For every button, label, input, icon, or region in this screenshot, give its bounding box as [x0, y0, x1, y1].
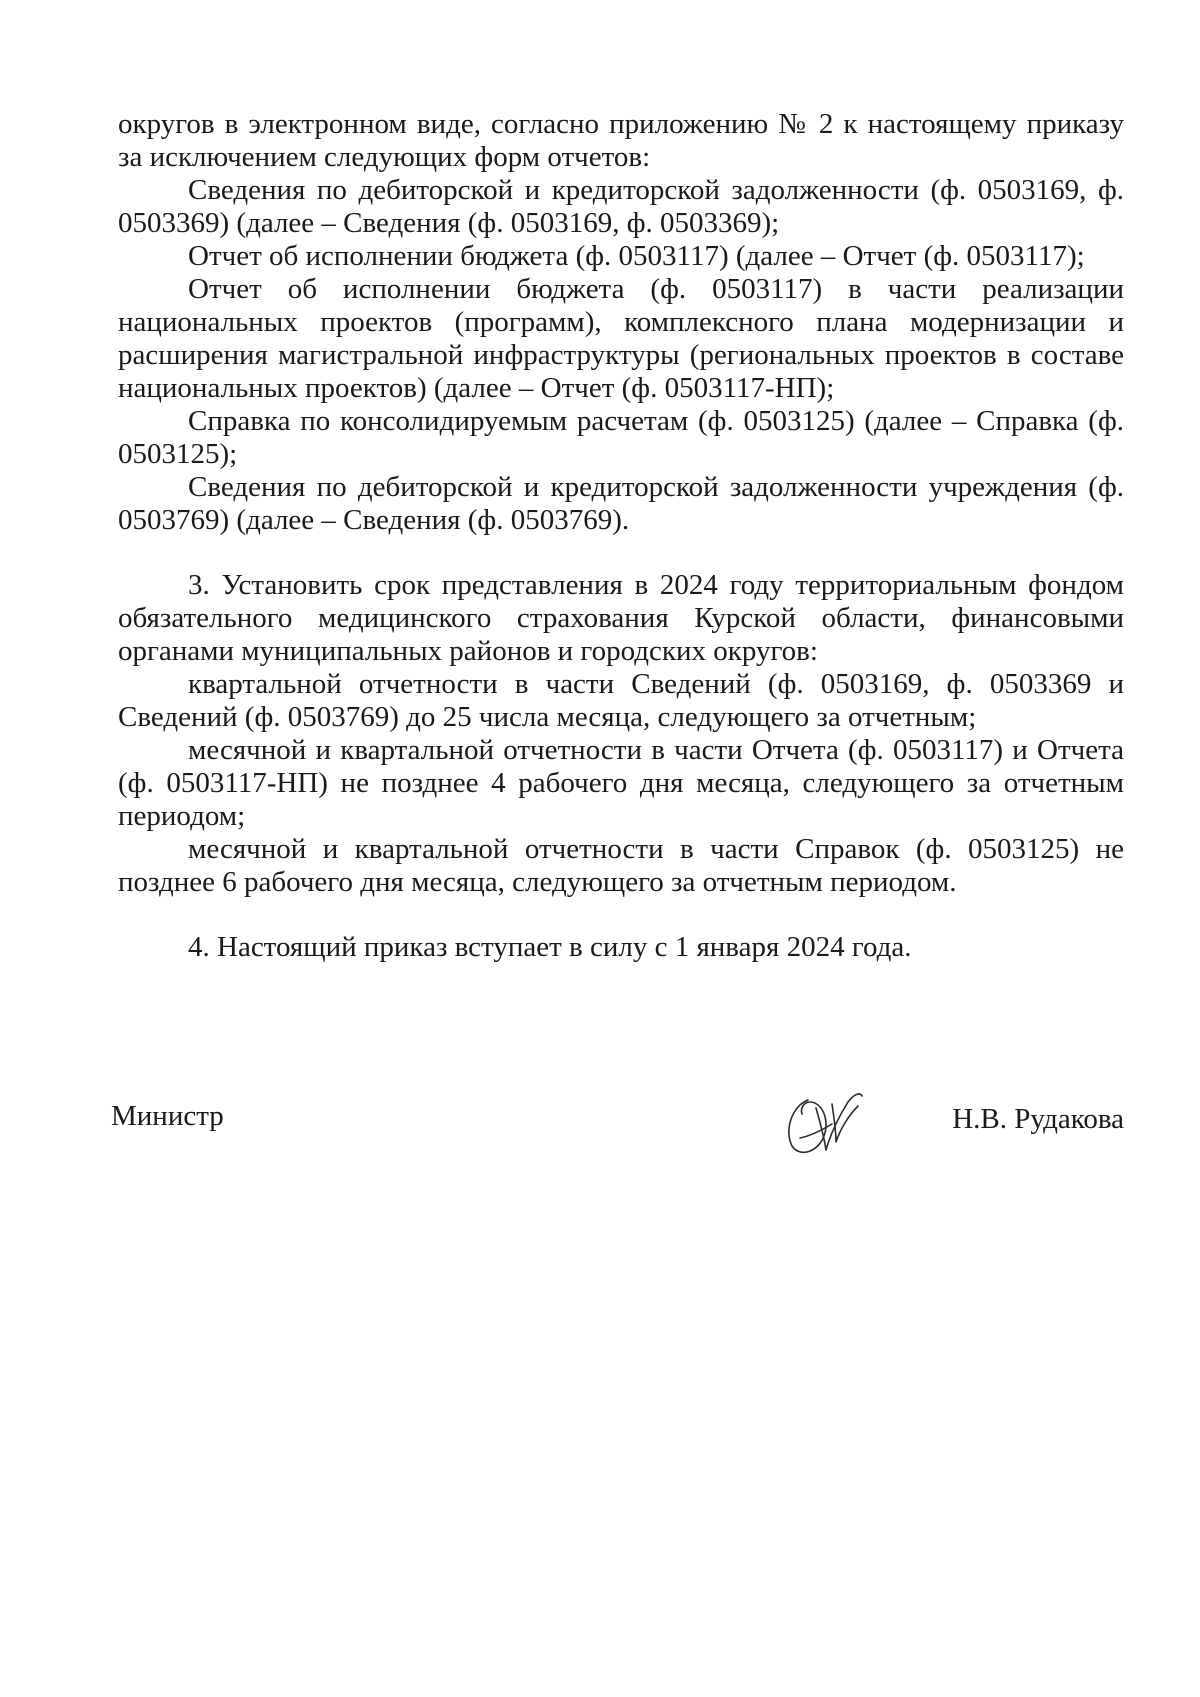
- paragraph-monthly-deadline: месячной и квартальной отчетности в части Отчета (ф. 0503117) и Отчета (ф. 0503117-НП) не позднее 4 рабочего дня месяца, следующего за отчетным периодом;: [118, 734, 1124, 832]
- signatory-title: Министр: [111, 1100, 224, 1132]
- signatory-name: Н.В. Рудакова: [952, 1103, 1124, 1135]
- paragraph-reference-deadline: месячной и квартальной отчетности в части Справок (ф. 0503125) не позднее 6 рабочего дня месяца, следующего за отчетным периодом.: [118, 833, 1124, 898]
- paragraph-report-form-0503169: Сведения по дебиторской и кредиторской задолженности (ф. 0503169, ф. 0503369) (далее – Сведения (ф. 0503169, ф. 0503369);: [118, 174, 1124, 239]
- paragraph-report-form-0503769: Сведения по дебиторской и кредиторской задолженности учреждения (ф. 0503769) (далее – Сведения (ф. 0503769).: [118, 471, 1124, 536]
- paragraph-item-4: 4. Настоящий приказ вступает в силу с 1 января 2024 года.: [188, 931, 912, 963]
- paragraph-continuation: округов в электронном виде, согласно приложению № 2 к настоящему приказу за исключением следующих форм отчетов:: [118, 108, 1124, 173]
- paragraph-report-form-0503117: Отчет об исполнении бюджета (ф. 0503117) (далее – Отчет (ф. 0503117);: [188, 240, 1085, 272]
- paragraph-item-3: 3. Установить срок представления в 2024 году территориальным фондом обязательного медицинского страхования Курской области, финансовыми органами муниципальных районов и городских округов:: [118, 569, 1124, 667]
- document-body: [118, 108, 1124, 964]
- paragraph-report-form-0503125: Справка по консолидируемым расчетам (ф. 0503125) (далее – Справка (ф. 0503125);: [118, 405, 1124, 470]
- paragraph-report-form-0503117-np: Отчет об исполнении бюджета (ф. 0503117) в части реализации национальных проектов (программ), комплексного плана модернизации и расширения магистральной инфраструктуры (региональных проектов в составе национальных проектов) (далее – Отчет (ф. 0503117-НП);: [118, 273, 1124, 404]
- paragraph-quarterly-deadline: квартальной отчетности в части Сведений (ф. 0503169, ф. 0503369 и Сведений (ф. 0503769) до 25 числа месяца, следующего за отчетным;: [118, 668, 1124, 733]
- handwritten-signature-icon: [770, 1078, 880, 1168]
